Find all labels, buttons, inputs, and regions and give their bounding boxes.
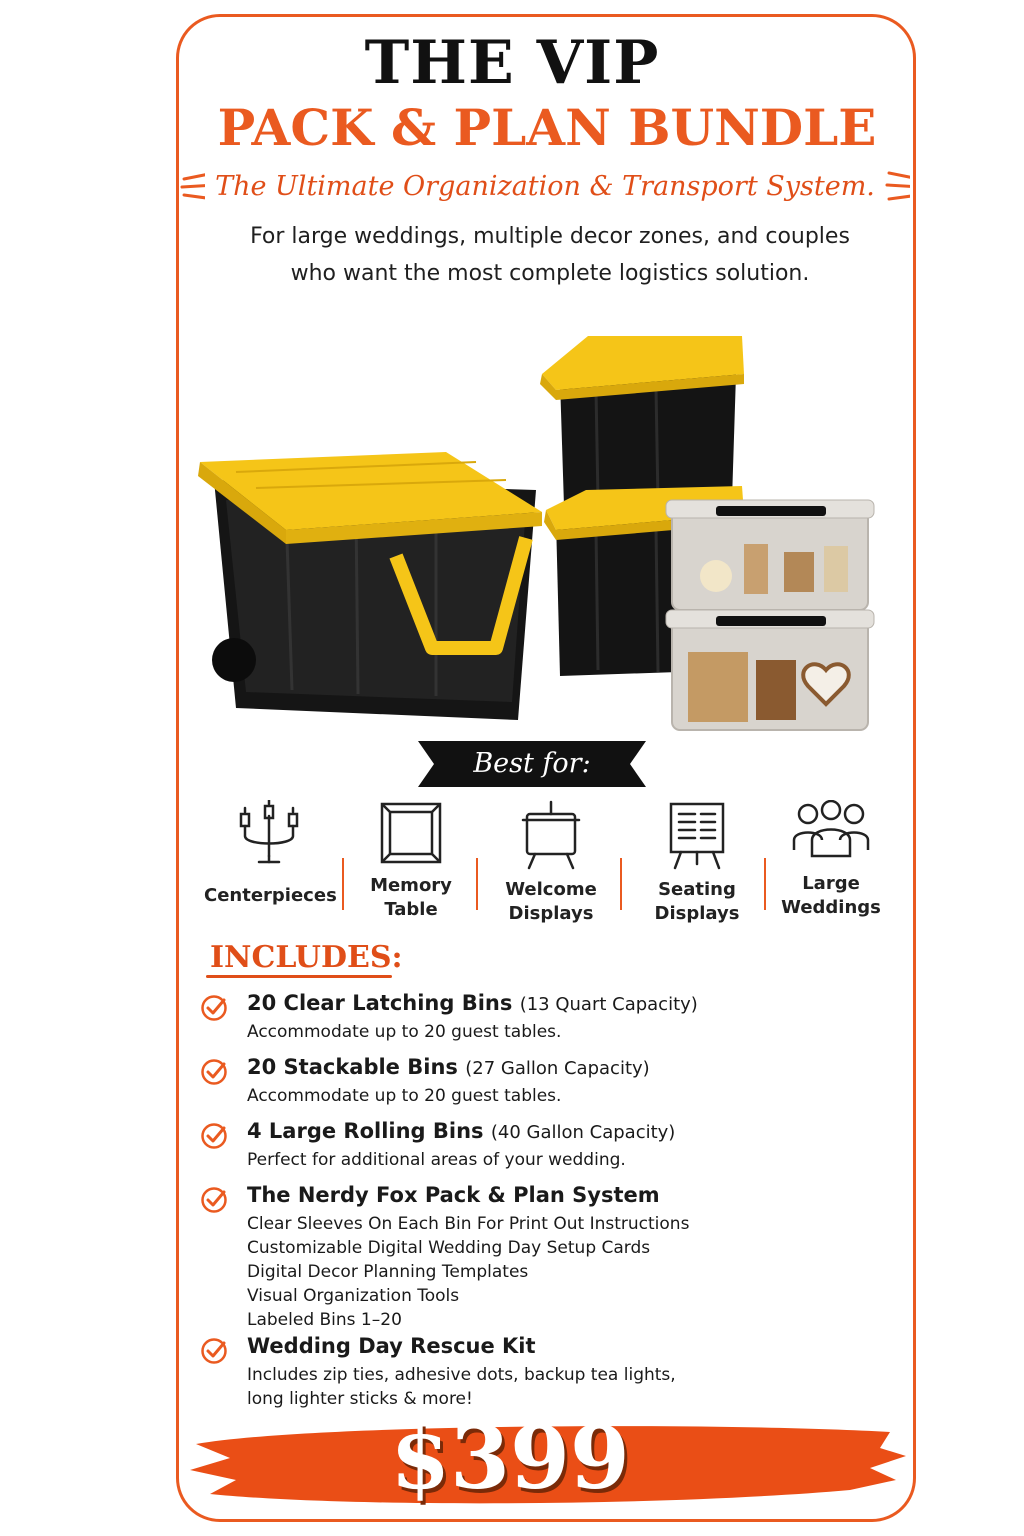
include-detail: Accommodate up to 20 guest tables. bbox=[247, 1022, 562, 1042]
check-circle-icon bbox=[200, 1122, 228, 1150]
best-for-uses bbox=[196, 800, 896, 940]
seating-chart-icon bbox=[667, 800, 727, 870]
storage-bins-image bbox=[196, 330, 886, 740]
check-circle-icon bbox=[200, 994, 228, 1022]
best-for-label: Best for: bbox=[473, 748, 591, 779]
include-capacity: (40 Gallon Capacity) bbox=[490, 1122, 676, 1143]
frame-icon bbox=[378, 800, 444, 866]
includes-heading: INCLUDES: bbox=[210, 940, 403, 975]
use-label: Large Weddings bbox=[781, 873, 881, 918]
include-title: 20 Stackable Bins bbox=[247, 1055, 458, 1079]
tagline-row bbox=[180, 164, 910, 208]
page-title: THE VIP bbox=[364, 28, 660, 98]
include-detail: Includes zip ties, adhesive dots, backup tea lights, bbox=[247, 1365, 676, 1385]
tagline: The Ultimate Organization & Transport System. bbox=[215, 170, 875, 202]
easel-sign-icon bbox=[521, 800, 581, 870]
use-label: Seating Displays bbox=[654, 879, 740, 924]
use-memory-table bbox=[346, 800, 476, 922]
use-large-weddings bbox=[766, 800, 896, 920]
right-flourish-icon bbox=[885, 171, 910, 201]
include-detail: Digital Decor Planning Templates bbox=[247, 1262, 529, 1282]
price: $399 bbox=[390, 1408, 630, 1509]
check-circle-icon bbox=[200, 1186, 228, 1214]
divider bbox=[342, 858, 344, 910]
include-title: 4 Large Rolling Bins bbox=[247, 1119, 484, 1143]
include-capacity: (13 Quart Capacity) bbox=[519, 994, 698, 1015]
use-label: Centerpieces bbox=[204, 885, 337, 906]
include-detail: Accommodate up to 20 guest tables. bbox=[247, 1086, 562, 1106]
candelabra-icon bbox=[237, 800, 301, 866]
include-detail: long lighter sticks & more! bbox=[247, 1389, 473, 1409]
include-detail: Perfect for additional areas of your wedding. bbox=[247, 1150, 626, 1170]
use-label: Welcome Displays bbox=[505, 879, 597, 924]
clear-latching-bins-illustration bbox=[666, 500, 874, 730]
check-circle-icon bbox=[200, 1058, 228, 1086]
use-label: Memory Table bbox=[370, 875, 452, 920]
left-flourish-icon bbox=[180, 171, 205, 201]
group-people-icon bbox=[790, 800, 872, 864]
rolling-bin-illustration bbox=[198, 452, 542, 720]
bundle-description: For large weddings, multiple decor zones, and couples who want the most complete logistics solution. bbox=[250, 224, 850, 286]
include-title: 20 Clear Latching Bins bbox=[247, 991, 513, 1015]
check-circle-icon bbox=[200, 1337, 228, 1365]
include-capacity: (27 Gallon Capacity) bbox=[465, 1058, 650, 1079]
divider bbox=[476, 858, 478, 910]
include-detail: Customizable Digital Wedding Day Setup Cards bbox=[247, 1238, 651, 1258]
use-centerpieces bbox=[204, 800, 337, 908]
include-detail: Visual Organization Tools bbox=[247, 1286, 460, 1306]
include-detail: Labeled Bins 1–20 bbox=[247, 1310, 402, 1330]
use-seating-displays bbox=[632, 800, 762, 926]
include-title: Wedding Day Rescue Kit bbox=[247, 1334, 536, 1358]
includes-underline bbox=[206, 975, 392, 978]
best-for-banner bbox=[418, 741, 646, 787]
include-title: The Nerdy Fox Pack & Plan System bbox=[247, 1183, 660, 1207]
include-detail: Clear Sleeves On Each Bin For Print Out Instructions bbox=[247, 1214, 690, 1234]
use-welcome-displays bbox=[486, 800, 616, 926]
divider bbox=[620, 858, 622, 910]
bundle-name: PACK & PLAN BUNDLE bbox=[217, 98, 877, 157]
price-banner bbox=[190, 1408, 910, 1514]
